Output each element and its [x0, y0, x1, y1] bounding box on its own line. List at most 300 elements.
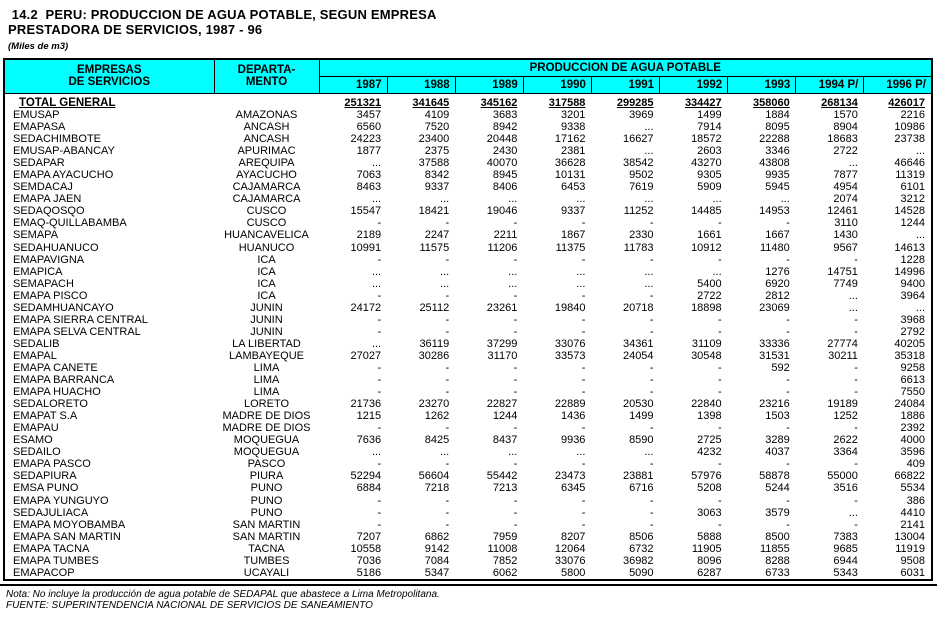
table-row	[4, 121, 932, 133]
production-value-cell: 3596	[900, 446, 925, 459]
production-value-cell: 11480	[759, 241, 790, 254]
header-year-1991: 1991	[591, 76, 659, 93]
production-value-cell: 1867	[560, 229, 586, 242]
department-cell: SAN MARTIN	[232, 530, 301, 543]
production-value-cell: 36628	[554, 157, 586, 170]
company-name-cell: EMAQ-QUILLABAMBA	[13, 217, 127, 230]
production-value-cell: 7213	[492, 482, 518, 495]
table-row	[4, 470, 932, 482]
production-value-cell: -	[854, 518, 858, 531]
department-cell: CAJAMARCA	[232, 193, 301, 206]
department-cell: ANCASH	[243, 121, 290, 134]
production-value-cell: -	[581, 506, 586, 519]
production-value-cell: -	[513, 494, 518, 507]
production-value-cell: 7959	[492, 530, 518, 543]
production-value-cell: -	[854, 458, 858, 471]
company-name-cell: EMAPA SAN MARTIN	[13, 530, 121, 543]
production-value-cell: 6716	[629, 482, 654, 495]
department-cell: ICA	[257, 289, 276, 302]
production-value-cell: 8590	[629, 434, 654, 447]
company-name-cell: EMAPAU	[13, 422, 59, 435]
company-name-cell: EMAPA SIERRA CENTRAL	[13, 313, 148, 326]
production-value-cell: 9936	[560, 434, 586, 447]
production-value-cell: 30548	[691, 349, 722, 362]
table-row	[4, 422, 932, 434]
department-cell: CUSCO	[246, 205, 287, 218]
table-row	[4, 157, 932, 169]
production-value-cell: -	[786, 253, 790, 266]
header-year-1993: 1993	[728, 76, 796, 93]
total-value-cell: 317588	[548, 96, 586, 109]
production-value-cell: 9685	[833, 542, 858, 555]
table-row	[4, 266, 932, 278]
department-cell: JUNIN	[250, 313, 283, 326]
production-value-cell: 1667	[765, 229, 790, 242]
company-name-cell: EMAPA TACNA	[13, 542, 90, 555]
production-value-cell: 9142	[424, 542, 450, 555]
production-value-cell: 4037	[765, 446, 790, 459]
production-value-cell: 22889	[554, 398, 586, 411]
production-value-cell: 1244	[900, 217, 925, 230]
production-value-cell: -	[717, 217, 722, 230]
production-value-cell: 8904	[833, 121, 858, 134]
production-value-cell: ...	[440, 277, 450, 290]
production-value-cell: -	[581, 313, 586, 326]
production-value-cell: 3968	[900, 313, 925, 326]
production-value-cell: 25112	[419, 301, 450, 314]
production-value-cell: 6733	[765, 566, 790, 579]
production-value-cell: 20718	[622, 301, 654, 314]
production-value-cell: 14996	[894, 265, 925, 278]
production-value-cell: ...	[915, 229, 925, 242]
production-value-cell: 30211	[828, 349, 858, 362]
production-value-cell: 14485	[691, 205, 722, 218]
production-value-cell: 6613	[900, 374, 925, 387]
table-row	[4, 531, 932, 543]
production-value-cell: ...	[576, 193, 586, 206]
production-value-cell: -	[854, 386, 858, 399]
production-value-cell: -	[377, 458, 382, 471]
production-value-cell: 4000	[900, 434, 925, 447]
production-value-cell: 8463	[356, 181, 382, 194]
company-name-cell: EMAPAL	[13, 349, 57, 362]
department-cell: HUANCAVELICA	[224, 229, 309, 242]
production-value-cell: 13004	[894, 530, 925, 543]
table-row	[4, 567, 932, 580]
department-cell: AYACUCHO	[236, 169, 297, 182]
production-value-cell: 18421	[418, 205, 450, 218]
footnote-fuente: FUENTE: SUPERINTENDENCIA NACIONAL DE SERVICIOS DE SANEAMIENTO	[6, 600, 373, 612]
production-value-cell: -	[445, 386, 450, 399]
total-value-cell: 299285	[616, 96, 654, 109]
header-year-1992: 1992	[660, 76, 728, 93]
production-value-cell: 2216	[900, 109, 925, 121]
production-value-cell: ...	[371, 446, 382, 459]
production-value-cell: -	[581, 374, 586, 387]
production-value-cell: -	[513, 253, 518, 266]
production-value-cell: 19046	[486, 205, 518, 218]
total-value-cell: 358060	[753, 96, 790, 109]
production-value-cell: 409	[906, 458, 925, 471]
total-value-cell: 341645	[412, 96, 450, 109]
production-value-cell: 1570	[833, 109, 858, 121]
production-value-cell: -	[445, 313, 450, 326]
production-value-cell: 8500	[765, 530, 790, 543]
company-name-cell: EMAPA TUMBES	[13, 554, 99, 567]
table-row	[4, 145, 932, 157]
table-row	[4, 242, 932, 254]
production-value-cell: 11375	[555, 241, 586, 254]
production-value-cell: 57976	[691, 470, 722, 483]
production-value-cell: 1430	[833, 229, 858, 242]
production-value-cell: 3579	[765, 506, 790, 519]
production-value-cell: 5534	[900, 482, 925, 495]
production-value-cell: 1499	[629, 410, 654, 423]
production-table	[3, 58, 933, 581]
production-value-cell: 9400	[900, 277, 925, 290]
production-value-cell: -	[513, 422, 518, 435]
production-value-cell: 23216	[759, 398, 790, 411]
department-cell: AMAZONAS	[235, 109, 298, 121]
production-value-cell: 2725	[697, 434, 722, 447]
production-value-cell: 15547	[350, 205, 382, 218]
company-name-cell: EMAPA YUNGUYO	[13, 494, 109, 507]
department-cell: LORETO	[243, 398, 290, 411]
department-cell: ICA	[257, 265, 276, 278]
unit-note: (Miles de m3)	[8, 41, 69, 52]
table-row	[4, 278, 932, 290]
production-value-cell: 36119	[419, 337, 450, 350]
production-value-cell: 7877	[833, 169, 858, 182]
production-value-cell: 27774	[827, 337, 858, 350]
production-value-cell: 8945	[492, 169, 518, 182]
production-value-cell: 24172	[350, 301, 382, 314]
production-value-cell: 9508	[900, 554, 925, 567]
production-value-cell: -	[513, 386, 518, 399]
table-body	[4, 93, 932, 580]
production-value-cell: -	[377, 374, 382, 387]
production-value-cell: -	[445, 518, 450, 531]
production-value-cell: ...	[644, 265, 654, 278]
production-value-cell: 8942	[492, 121, 518, 134]
production-value-cell: 7036	[356, 554, 382, 567]
production-value-cell: 11919	[895, 542, 925, 555]
table-row	[4, 519, 932, 531]
production-value-cell: 1886	[900, 410, 925, 423]
department-cell: PUNO	[250, 494, 283, 507]
production-value-cell: ...	[371, 193, 382, 206]
production-value-cell: 6732	[629, 542, 654, 555]
production-value-cell: 2722	[697, 289, 722, 302]
production-value-cell: 17162	[554, 133, 586, 146]
production-value-cell: 5186	[356, 566, 382, 579]
production-value-cell: -	[581, 361, 586, 374]
production-value-cell: 19189	[827, 398, 858, 411]
production-value-cell: -	[513, 518, 518, 531]
header-departamento-line2: MENTO	[245, 76, 288, 89]
production-value-cell: 33573	[554, 349, 586, 362]
production-value-cell: 6031	[900, 566, 925, 579]
production-value-cell: 43808	[759, 157, 790, 170]
production-value-cell: 5945	[765, 181, 790, 194]
production-value-cell: -	[854, 361, 858, 374]
production-value-cell: ...	[576, 446, 586, 459]
production-value-cell: -	[581, 458, 586, 471]
production-value-cell: 11575	[419, 241, 450, 254]
production-value-cell: 1877	[356, 145, 382, 158]
page-subtitle: PRESTADORA DE SERVICIOS, 1987 - 96	[8, 22, 263, 37]
production-value-cell: 7619	[629, 181, 654, 194]
company-name-cell: SEDALORETO	[13, 398, 88, 411]
department-cell: AREQUIPA	[238, 157, 295, 170]
production-value-cell: ...	[848, 289, 858, 302]
production-value-cell: 31109	[691, 337, 722, 350]
production-value-cell: -	[717, 518, 722, 531]
production-value-cell: 6345	[560, 482, 586, 495]
production-value-cell: -	[786, 313, 790, 326]
production-value-cell: 1884	[765, 109, 790, 121]
production-value-cell: 24084	[894, 398, 925, 411]
production-value-cell: -	[717, 361, 722, 374]
production-value-cell: -	[581, 289, 586, 302]
department-cell: MOQUEGUA	[233, 446, 300, 459]
production-value-cell: 9258	[900, 361, 925, 374]
production-value-cell: -	[513, 361, 518, 374]
production-value-cell: 5208	[697, 482, 722, 495]
company-name-cell: SEDAQOSQO	[13, 205, 85, 218]
department-cell: MADRE DE DIOS	[222, 410, 311, 423]
production-value-cell: 2189	[356, 229, 382, 242]
production-value-cell: -	[854, 422, 858, 435]
production-value-cell: 1436	[560, 410, 586, 423]
production-value-cell: -	[649, 506, 654, 519]
production-value-cell: -	[445, 374, 450, 387]
department-cell: SAN MARTIN	[232, 518, 301, 531]
table-row	[4, 229, 932, 241]
production-value-cell: -	[649, 325, 654, 338]
production-value-cell: ...	[848, 157, 858, 170]
production-value-cell: 52294	[350, 470, 382, 483]
department-cell: LA LIBERTAD	[232, 337, 301, 350]
table-row	[4, 302, 932, 314]
production-value-cell: 23261	[486, 301, 518, 314]
production-value-cell: -	[513, 506, 518, 519]
production-value-cell: -	[513, 458, 518, 471]
production-value-cell: 3110	[834, 217, 858, 230]
company-name-cell: EMAPAT S.A	[13, 410, 78, 423]
production-value-cell: -	[377, 313, 382, 326]
production-value-cell: 1661	[697, 229, 722, 242]
production-value-cell: 1276	[765, 265, 790, 278]
production-value-cell: 31170	[487, 349, 518, 362]
production-value-cell: -	[786, 386, 790, 399]
production-value-cell: -	[854, 494, 858, 507]
production-value-cell: 7383	[833, 530, 858, 543]
production-value-cell: -	[581, 325, 586, 338]
header-production-group: PRODUCCION DE AGUA POTABLE	[319, 59, 932, 76]
production-value-cell: -	[445, 253, 450, 266]
production-value-cell: 16627	[622, 133, 654, 146]
production-value-cell: 2622	[833, 434, 858, 447]
production-value-cell: -	[445, 325, 450, 338]
company-name-cell: EMAPA HUACHO	[13, 386, 101, 399]
header-empresas-line2: DE SERVICIOS	[68, 76, 151, 89]
production-value-cell: 8342	[424, 169, 450, 182]
department-cell: CUSCO	[246, 217, 287, 230]
production-value-cell: ...	[371, 337, 382, 350]
production-value-cell: 10986	[894, 121, 925, 134]
production-value-cell: -	[445, 422, 450, 435]
production-value-cell: 24223	[350, 133, 382, 146]
production-value-cell: ...	[371, 157, 382, 170]
production-value-cell: 20448	[486, 133, 518, 146]
department-cell: LIMA	[253, 374, 280, 387]
production-value-cell: ...	[440, 193, 450, 206]
production-value-cell: 3969	[629, 109, 654, 121]
production-value-cell: -	[854, 325, 858, 338]
production-value-cell: 11008	[487, 542, 518, 555]
production-value-cell: 4232	[697, 446, 722, 459]
department-cell: TACNA	[248, 542, 285, 555]
production-value-cell: -	[445, 361, 450, 374]
department-cell: JUNIN	[250, 325, 283, 338]
header-year-1990: 1990	[523, 76, 591, 93]
production-value-cell: -	[581, 422, 586, 435]
table-row	[4, 543, 932, 555]
production-value-cell: 18683	[827, 133, 858, 146]
company-name-cell: EMAPA SELVA CENTRAL	[13, 325, 141, 338]
production-value-cell: 5343	[833, 566, 858, 579]
production-value-cell: 22288	[759, 133, 790, 146]
production-value-cell: ...	[371, 265, 382, 278]
company-name-cell: EMAPA CANETE	[13, 361, 98, 374]
production-value-cell: 6920	[765, 277, 790, 290]
production-value-cell: -	[649, 253, 654, 266]
production-value-cell: 4410	[900, 506, 925, 519]
production-value-cell: 43270	[691, 157, 722, 170]
production-value-cell: 2247	[424, 229, 450, 242]
production-value-cell: 2430	[492, 145, 518, 158]
table-row	[4, 314, 932, 326]
production-value-cell: -	[786, 374, 790, 387]
production-value-cell: 33336	[759, 337, 790, 350]
table-row	[4, 446, 932, 458]
header-year-1996: 1996 P/	[864, 76, 932, 93]
table-row	[4, 386, 932, 398]
total-value-cell: 268134	[821, 96, 858, 109]
production-value-cell: 9305	[697, 169, 722, 182]
table-row	[4, 133, 932, 145]
production-value-cell: 14953	[759, 205, 790, 218]
production-value-cell: 1228	[900, 253, 925, 266]
production-value-cell: -	[649, 217, 654, 230]
production-value-cell: 11783	[623, 241, 654, 254]
company-name-cell: EMAPAVIGNA	[13, 253, 85, 266]
table-row	[4, 338, 932, 350]
company-name-cell: SEMAPACH	[13, 277, 74, 290]
production-value-cell: -	[377, 494, 382, 507]
production-value-cell: 9567	[833, 241, 858, 254]
production-value-cell: 20530	[622, 398, 654, 411]
production-value-cell: 12461	[827, 205, 858, 218]
production-value-cell: -	[717, 494, 722, 507]
production-value-cell: 8207	[560, 530, 586, 543]
table-row	[4, 326, 932, 338]
production-value-cell: ...	[644, 193, 654, 206]
production-value-cell: -	[581, 386, 586, 399]
company-name-cell: SEDALIB	[13, 337, 60, 350]
production-value-cell: 3516	[833, 482, 858, 495]
production-value-cell: 386	[906, 494, 925, 507]
production-value-cell: 34361	[622, 337, 654, 350]
company-name-cell: SEMAPA	[13, 229, 59, 242]
production-value-cell: 14751	[827, 265, 858, 278]
production-value-cell: 33076	[554, 337, 586, 350]
production-value-cell: 5400	[697, 277, 722, 290]
production-value-cell: -	[581, 494, 586, 507]
production-value-cell: -	[377, 386, 382, 399]
production-value-cell: 9502	[629, 169, 654, 182]
production-value-cell: -	[649, 494, 654, 507]
production-value-cell: -	[513, 313, 518, 326]
production-value-cell: 3063	[697, 506, 722, 519]
production-value-cell: 3289	[765, 434, 790, 447]
total-value-cell: 251321	[344, 96, 382, 109]
table-row	[4, 109, 932, 121]
production-value-cell: 592	[771, 361, 790, 374]
production-value-cell: -	[649, 313, 654, 326]
production-value-cell: 8096	[697, 554, 722, 567]
production-value-cell: ...	[848, 301, 858, 314]
department-cell: ICA	[257, 253, 276, 266]
header-departamento	[214, 59, 319, 93]
production-value-cell: ...	[440, 446, 450, 459]
production-value-cell: 11206	[487, 241, 518, 254]
production-value-cell: 5888	[697, 530, 722, 543]
production-value-cell: -	[649, 386, 654, 399]
production-value-cell: ...	[644, 145, 654, 158]
production-value-cell: 4954	[833, 181, 858, 194]
production-value-cell: -	[649, 374, 654, 387]
production-value-cell: 40205	[894, 337, 925, 350]
company-name-cell: SEDAMHUANCAYO	[13, 301, 114, 314]
table-row	[4, 362, 932, 374]
department-cell: JUNIN	[250, 301, 283, 314]
production-value-cell: 4109	[424, 109, 450, 121]
company-name-cell: EMAPACOP	[13, 566, 75, 579]
production-value-cell: 23473	[554, 470, 586, 483]
production-value-cell: 10991	[350, 241, 382, 254]
company-name-cell: EMSA PUNO	[13, 482, 79, 495]
production-value-cell: -	[649, 422, 654, 435]
production-value-cell: 56604	[418, 470, 450, 483]
production-value-cell: 8095	[765, 121, 790, 134]
production-value-cell: 12064	[554, 542, 586, 555]
production-value-cell: 6453	[560, 181, 586, 194]
department-cell: PUNO	[250, 482, 283, 495]
production-value-cell: -	[649, 361, 654, 374]
production-value-cell: 19840	[554, 301, 586, 314]
footnote-nota: Nota: No incluye la producción de agua potable de SEDAPAL que abastece a Lima Metropolitana.	[6, 588, 440, 600]
department-cell: MOQUEGUA	[233, 434, 300, 447]
production-value-cell: 24054	[622, 349, 654, 362]
production-value-cell: 1252	[833, 410, 858, 423]
production-value-cell: -	[377, 518, 382, 531]
production-value-cell: 5347	[424, 566, 450, 579]
production-value-cell: 3201	[560, 109, 586, 121]
production-value-cell: -	[445, 494, 450, 507]
production-value-cell: -	[649, 289, 654, 302]
